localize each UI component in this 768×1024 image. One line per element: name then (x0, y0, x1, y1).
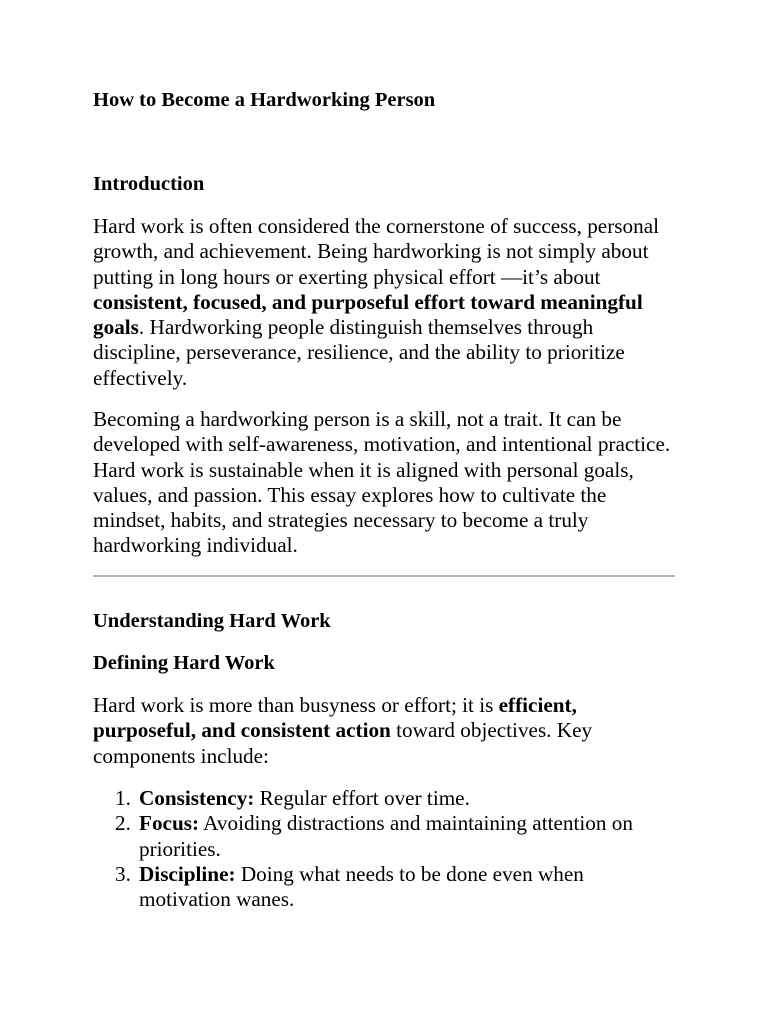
list-term: Focus: (139, 811, 200, 836)
paragraph-emphasis: consistent, focused, and purposeful effort toward meaningful goals (93, 289, 643, 340)
defining-subheading: Defining Hard Work (93, 652, 275, 674)
defining-paragraph (93, 693, 675, 769)
paragraph-text: Hard work is more than busyness or effort; it is (93, 693, 499, 717)
components-list (93, 786, 675, 912)
understanding-heading: Understanding Hard Work (93, 610, 331, 632)
introduction-paragraph-2: Becoming a hardworking person is a skill, not a trait. It can be developed with self-awareness, motivation, and intentional practice. Hard work is sustainable when it is aligned with personal goals, values, and passion. This essay explores how to cultivate the mindset, habits, and strategies necessary to become a truly hardworking individual. (93, 407, 671, 558)
introduction-heading: Introduction (93, 173, 205, 195)
paragraph-emphasis: efficient, purposeful, and consistent action (93, 693, 577, 743)
list-item (115, 861, 675, 913)
list-text: Regular effort over time. (254, 786, 470, 810)
paragraph-text: toward objectives. Key components include: (93, 718, 593, 768)
list-text: Doing what needs to be done even when motivation wanes. (139, 861, 584, 912)
horizontal-divider (93, 575, 675, 577)
list-number: 1. (115, 786, 131, 810)
list-term: Consistency: (139, 786, 255, 810)
document-title: How to Become a Hardworking Person (93, 89, 436, 111)
list-item (115, 786, 675, 811)
list-item (115, 811, 675, 862)
introduction-paragraph-1 (93, 214, 675, 391)
list-number: 3. (115, 861, 131, 886)
paragraph-text: . Hardworking people distinguish themselves through discipline, perseverance, resilience, and the ability to prioritize effectively. (93, 315, 625, 390)
list-number: 2. (115, 811, 131, 836)
list-term: Discipline: (139, 861, 236, 886)
list-text: Avoiding distractions and maintaining attention on priorities. (139, 811, 633, 861)
paragraph-text: Hard work is often considered the cornerstone of success, personal growth, and achievement. Being hardworking is not simply about putting in long hours or exerting physical effort —it’s about (93, 214, 659, 289)
